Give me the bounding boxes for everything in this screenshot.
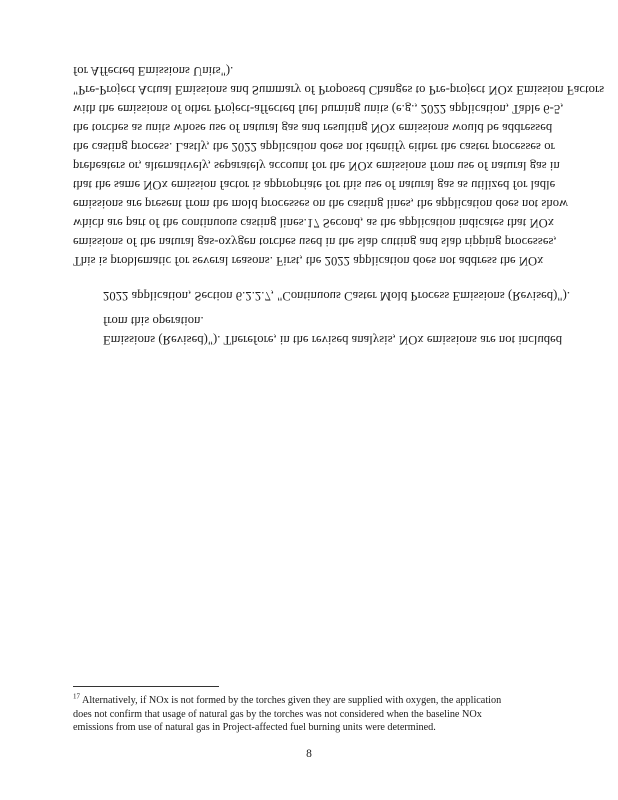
body-line: the casting process. Lastly, the 2022 application does not identify either the caster processes or	[73, 140, 555, 154]
body-line: emissions are present from the mold processes on the casting lines, the application does not show	[73, 197, 569, 211]
footnote-line	[73, 694, 553, 708]
footnote-line: does not confirm that usage of natural gas by the torches was not considered when the baseline NOx	[73, 708, 482, 720]
body-line: preheaters or, alternatively, separately account for the NOx emissions from use of natural gas in	[73, 159, 560, 173]
body-line: for Affected Emissions Units").	[73, 64, 234, 78]
footnote	[73, 694, 553, 735]
body-line: emissions of the natural gas-oxygen torches used in the slab cutting and slab ripping processes,	[73, 235, 557, 249]
page-number: 8	[306, 748, 312, 760]
footnote-number: 17	[73, 692, 80, 701]
footnote-text: Alternatively, if NOx is not formed by the torches given they are supplied with oxygen, the application	[81, 695, 502, 706]
footnote-separator	[73, 686, 219, 687]
body-line: that the same NOx emission factor is appropriate for this use of natural gas as utilized for ladle	[73, 178, 556, 192]
body-line: from this operation.	[103, 314, 204, 328]
body-line: This is problematic for several reasons. First, the 2022 application does not address the NOx	[73, 254, 544, 268]
body-line: which are part of the continuous casting lines.17 Second, as the application indicates that NOx	[73, 216, 555, 230]
footnote-line: emissions from use of natural gas in Project-affected fuel burning units were determined.	[73, 722, 436, 734]
body-line: the torches as units whose use of natural gas and resulting NOx emissions would be addressed	[73, 121, 553, 135]
body-line: "Pre-Project Actual Emissions and Summary of Proposed Changes to Pre-project NOx Emission Factors	[73, 83, 605, 97]
body-line: Emissions (Revised)"). Therefore, in the revised analysis, NOx emissions are not included	[103, 333, 563, 347]
body-line: 2022 application, Section 6.2.2.7, "Continuous Caster Mold Process Emissions (Revised)").	[103, 289, 571, 303]
body-line: with the emissions of other Project-affected fuel burning units (e.g., 2022 application, Table 6-5,	[73, 102, 564, 116]
